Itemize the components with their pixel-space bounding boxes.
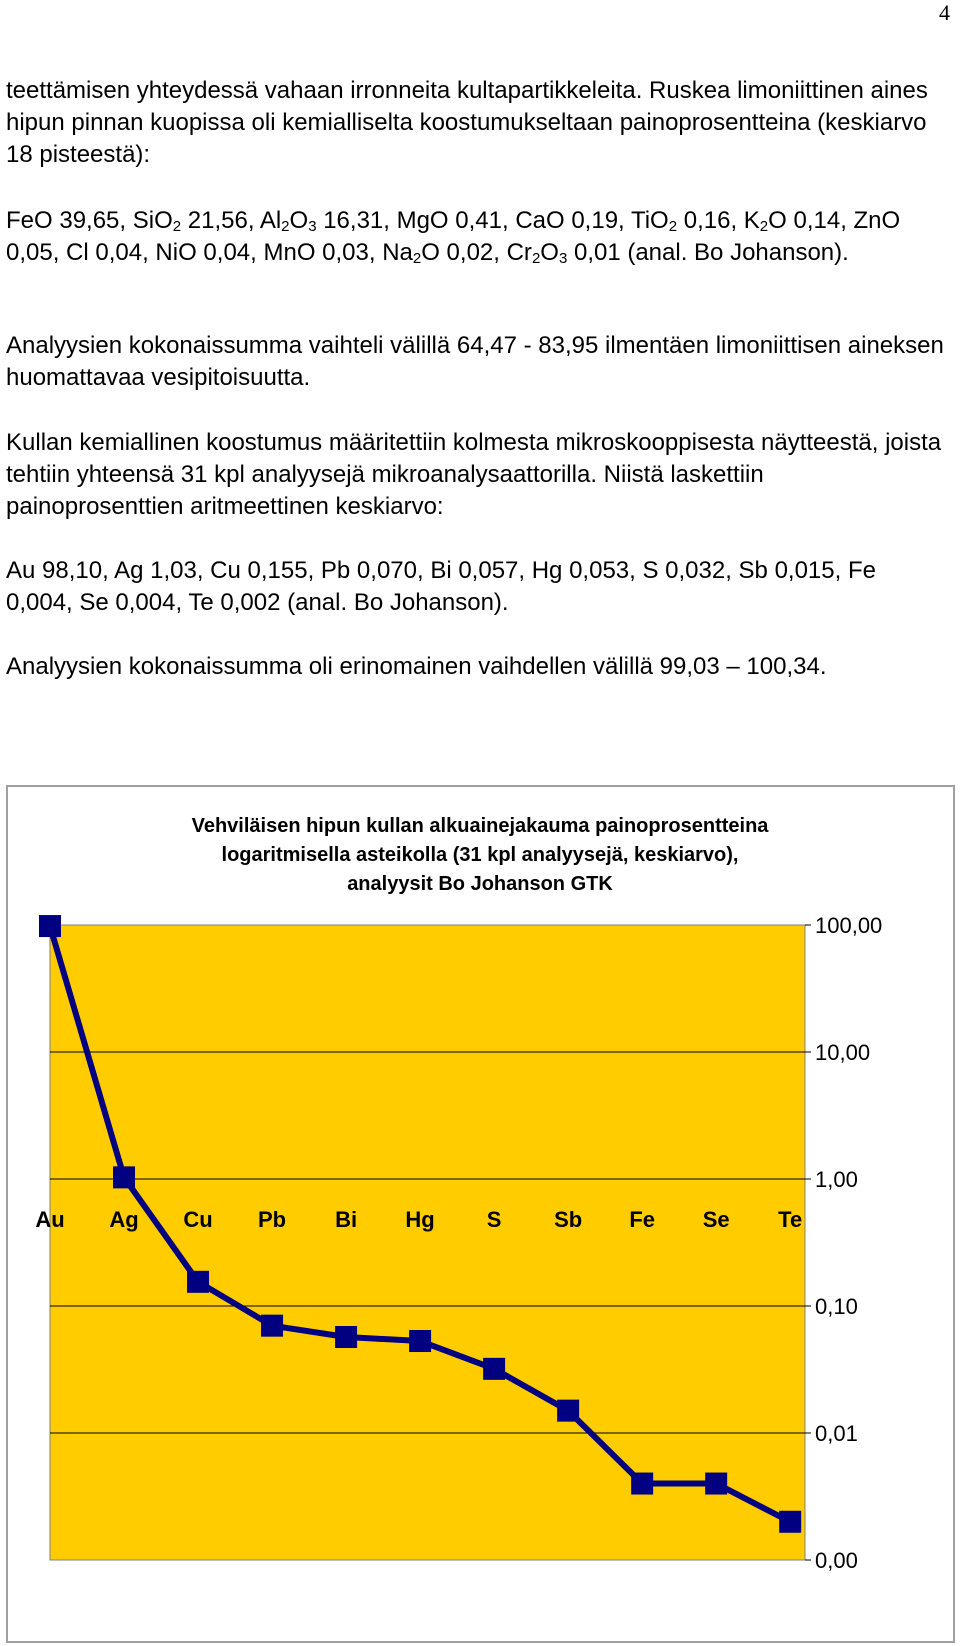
data-point [557,1400,579,1422]
subscript: 2 [759,218,769,235]
subscript: 2 [531,250,541,267]
x-tick-label: Hg [405,1207,435,1232]
paragraph-text: Kullan kemiallinen koostumus määritettiin kolmesta mikroskooppisesta näytteestä, joista tehtiin yhteensä 31 kpl analyysejä mikroanalysaattorilla. Niistä laskettiin painoprosenttien aritmeettinen keskiarvo: [6,429,942,520]
subscript: 2 [172,218,182,235]
subscript: 2 [412,250,422,267]
text-span: 21,56, Al [181,207,282,234]
text-span: 0,01 (anal. Bo Johanson). [567,239,849,266]
data-point [113,1166,135,1188]
page-number: 4 [939,0,950,25]
x-tick-label: Sb [554,1207,583,1232]
subscript: 3 [308,218,317,235]
paragraph-text: Analyysien kokonaissumma oli erinomainen vaihdellen välillä 99,03 – 100,34. [6,653,827,680]
x-tick-label: Ag [109,1207,139,1232]
data-point [187,1271,209,1293]
x-tick-label: Cu [183,1207,213,1232]
y-tick-label: 1,00 [815,1167,858,1192]
subscript: 2 [668,218,678,235]
data-point [631,1473,653,1495]
data-point [261,1315,283,1337]
data-point [39,915,61,937]
subscript: 3 [558,250,568,267]
plot-area [50,925,805,1560]
text-span: O 0,14, ZnO 0,05, Cl 0,04, NiO 0,04, MnO 0,03, Na [6,207,901,266]
y-tick-label: 0,00 [815,1548,858,1573]
paragraph-text: teettämisen yhteydessä vahaan irronneita kultapartikkeleita. Ruskea limoniittinen aines hipun pinnan kuopissa oli kemialliselta koostumukseltaan painoprosentteina (keskiarvo 18 pisteestä): [6,77,928,168]
x-tick-label: Pb [257,1207,287,1232]
paragraph-text: Analyysien kokonaissumma vaihteli välillä 64,47 - 83,95 ilmentäen limoniittisen aineksen huomattavaa vesipitoisuutta. [6,332,944,391]
x-tick-label: Fe [629,1207,656,1232]
data-point [705,1473,727,1495]
x-tick-label: Te [778,1207,803,1232]
chart-title-line-1: Vehviläisen hipun kullan alkuainejakauma painoprosentteina [191,815,769,837]
chart-title-line-2: logaritmisella asteikolla (31 kpl analyysejä, keskiarvo), [221,844,739,866]
subscript: 2 [281,218,290,235]
text-span: O 0,02, Cr [421,239,532,266]
data-point [409,1330,431,1352]
y-tick-label: 0,10 [815,1294,858,1319]
x-tick-label: Au [35,1207,65,1232]
data-point [483,1358,505,1380]
data-point [335,1326,357,1348]
text-span: 16,31, MgO 0,41, CaO 0,19, TiO [316,207,669,234]
y-tick-label: 0,01 [815,1421,858,1446]
x-tick-label: Bi [335,1207,358,1232]
paragraph-text: Au 98,10, Ag 1,03, Cu 0,155, Pb 0,070, Bi 0,057, Hg 0,053, S 0,032, Sb 0,015, Fe 0,004, Se 0,004, Te 0,002 (anal. Bo Johanson). [6,557,876,616]
text-span: O [540,239,559,266]
x-tick-label: S [486,1207,502,1232]
text-span: O [289,207,309,234]
chart-title [95,812,865,899]
data-point [779,1511,801,1533]
y-tick-label: 10,00 [815,1040,871,1065]
text-span: 0,16, K [677,207,760,234]
y-tick-label: 100,00 [815,913,883,938]
chart-title-line-3: analyysit Bo Johanson GTK [347,873,613,895]
text-span: FeO 39,65, SiO [6,207,173,234]
x-tick-label: Se [702,1207,730,1232]
